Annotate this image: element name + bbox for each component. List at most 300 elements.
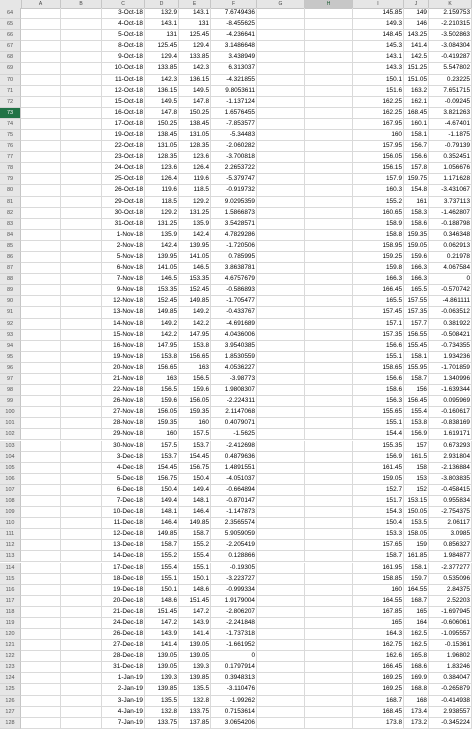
row-header[interactable]: 86 — [0, 252, 21, 263]
cell-d[interactable]: 132.8 — [145, 707, 179, 718]
cell-f[interactable]: -3.98773 — [211, 374, 257, 385]
cell-k[interactable]: 2.938557 — [429, 707, 472, 718]
cell-b[interactable] — [61, 163, 102, 174]
cell-d[interactable]: 142.2 — [145, 330, 179, 341]
cell-c[interactable]: 19-Dec-18 — [102, 585, 145, 596]
row-header[interactable]: 90 — [0, 296, 21, 307]
cell-f[interactable]: -2.060282 — [211, 141, 257, 152]
cell-c[interactable]: 5-Dec-18 — [102, 474, 145, 485]
cell-d[interactable]: 163 — [145, 374, 179, 385]
cell-i[interactable]: 150.4 — [353, 518, 404, 529]
cell-f[interactable]: 3.8638781 — [211, 263, 257, 274]
cell-g[interactable] — [257, 374, 305, 385]
cell-c[interactable]: 24-Dec-18 — [102, 618, 145, 629]
cell-g[interactable] — [257, 563, 305, 574]
cell-d[interactable]: 147.95 — [145, 341, 179, 352]
cell-a[interactable] — [21, 563, 61, 574]
cell-h[interactable] — [305, 718, 353, 729]
cell-h[interactable] — [305, 108, 353, 119]
cell-a[interactable] — [21, 75, 61, 86]
cell-e[interactable]: 147.8 — [179, 97, 211, 108]
cell-a[interactable] — [21, 174, 61, 185]
cell-b[interactable] — [61, 607, 102, 618]
cell-e[interactable]: 153.8 — [179, 341, 211, 352]
cell-g[interactable] — [257, 230, 305, 241]
cell-j[interactable]: 161.5 — [404, 452, 429, 463]
cell-k[interactable]: -4.67401 — [429, 119, 472, 130]
cell-b[interactable] — [61, 529, 102, 540]
cell-g[interactable] — [257, 485, 305, 496]
cell-f[interactable]: 2.1147068 — [211, 407, 257, 418]
row-header[interactable]: 121 — [0, 640, 21, 651]
cell-d[interactable]: 150.4 — [145, 485, 179, 496]
cell-i[interactable]: 148.45 — [353, 30, 404, 41]
row-header[interactable]: 106 — [0, 474, 21, 485]
cell-g[interactable] — [257, 463, 305, 474]
column-header-h[interactable]: H — [305, 0, 353, 8]
cell-h[interactable] — [305, 629, 353, 640]
cell-h[interactable] — [305, 152, 353, 163]
row-header[interactable]: 120 — [0, 629, 21, 640]
cell-d[interactable]: 132.9 — [145, 8, 179, 19]
cell-e[interactable]: 152.45 — [179, 285, 211, 296]
cell-k[interactable]: -1.701859 — [429, 363, 472, 374]
cell-k[interactable]: 0.352451 — [429, 152, 472, 163]
cell-c[interactable]: 3-Jan-19 — [102, 696, 145, 707]
cell-d[interactable]: 148.1 — [145, 507, 179, 518]
cell-c[interactable]: 5-Nov-18 — [102, 252, 145, 263]
row-header[interactable]: 87 — [0, 263, 21, 274]
cell-h[interactable] — [305, 574, 353, 585]
cell-d[interactable]: 135.9 — [145, 230, 179, 241]
cell-g[interactable] — [257, 130, 305, 141]
cell-d[interactable]: 133.75 — [145, 718, 179, 729]
row-header[interactable]: 77 — [0, 152, 21, 163]
cell-b[interactable] — [61, 707, 102, 718]
cell-f[interactable]: 1.5866873 — [211, 208, 257, 219]
cell-g[interactable] — [257, 108, 305, 119]
cell-k[interactable]: -2.377277 — [429, 563, 472, 574]
cell-e[interactable]: 155.2 — [179, 540, 211, 551]
cell-j[interactable]: 160.1 — [404, 119, 429, 130]
cell-b[interactable] — [61, 208, 102, 219]
cell-j[interactable]: 157.7 — [404, 319, 429, 330]
cell-g[interactable] — [257, 319, 305, 330]
cell-c[interactable]: 14-Nov-18 — [102, 319, 145, 330]
cell-h[interactable] — [305, 230, 353, 241]
cell-e[interactable]: 154.45 — [179, 452, 211, 463]
cell-g[interactable] — [257, 407, 305, 418]
cell-i[interactable]: 158.9 — [353, 219, 404, 230]
row-header[interactable]: 105 — [0, 463, 21, 474]
cell-g[interactable] — [257, 241, 305, 252]
cell-j[interactable]: 153 — [404, 474, 429, 485]
row-header[interactable]: 68 — [0, 52, 21, 63]
cell-h[interactable] — [305, 496, 353, 507]
cell-f[interactable]: 3.438949 — [211, 52, 257, 63]
column-header-b[interactable]: B — [61, 0, 102, 8]
cell-a[interactable] — [21, 696, 61, 707]
cell-d[interactable]: 125.45 — [145, 41, 179, 52]
cell-c[interactable]: 2-Nov-18 — [102, 241, 145, 252]
cell-h[interactable] — [305, 618, 353, 629]
cell-c[interactable]: 14-Dec-18 — [102, 551, 145, 562]
cell-j[interactable]: 157 — [404, 441, 429, 452]
column-header-k[interactable]: K — [429, 0, 472, 8]
row-header[interactable]: 75 — [0, 130, 21, 141]
cell-d[interactable]: 131.05 — [145, 141, 179, 152]
cell-j[interactable]: 157.8 — [404, 163, 429, 174]
cell-k[interactable]: 1.340996 — [429, 374, 472, 385]
cell-k[interactable]: -0.79139 — [429, 141, 472, 152]
cell-a[interactable] — [21, 607, 61, 618]
cell-c[interactable]: 7-Nov-18 — [102, 274, 145, 285]
cell-d[interactable]: 148.6 — [145, 596, 179, 607]
cell-e[interactable]: 143.9 — [179, 618, 211, 629]
row-header[interactable]: 76 — [0, 141, 21, 152]
cell-c[interactable]: 17-Oct-18 — [102, 119, 145, 130]
cell-d[interactable]: 129.2 — [145, 208, 179, 219]
cell-j[interactable]: 158.1 — [404, 130, 429, 141]
cell-a[interactable] — [21, 119, 61, 130]
cell-k[interactable]: 0.346348 — [429, 230, 472, 241]
cell-h[interactable] — [305, 441, 353, 452]
row-header[interactable]: 111 — [0, 529, 21, 540]
cell-i[interactable]: 157.35 — [353, 330, 404, 341]
cell-c[interactable]: 6-Nov-18 — [102, 263, 145, 274]
row-header[interactable]: 126 — [0, 696, 21, 707]
cell-j[interactable]: 152 — [404, 485, 429, 496]
row-header[interactable]: 80 — [0, 185, 21, 196]
cell-k[interactable]: -3.431067 — [429, 185, 472, 196]
cell-j[interactable]: 155.45 — [404, 341, 429, 352]
cell-g[interactable] — [257, 330, 305, 341]
cell-i[interactable]: 166.45 — [353, 662, 404, 673]
cell-e[interactable]: 148.1 — [179, 496, 211, 507]
cell-j[interactable]: 166.3 — [404, 274, 429, 285]
cell-c[interactable]: 31-Dec-18 — [102, 662, 145, 673]
cell-h[interactable] — [305, 551, 353, 562]
cell-g[interactable] — [257, 41, 305, 52]
cell-c[interactable]: 15-Oct-18 — [102, 97, 145, 108]
cell-j[interactable]: 164 — [404, 618, 429, 629]
cell-f[interactable]: -0.999334 — [211, 585, 257, 596]
cell-k[interactable]: 2.159753 — [429, 8, 472, 19]
cell-d[interactable]: 150.25 — [145, 119, 179, 130]
row-header[interactable]: 122 — [0, 651, 21, 662]
cell-h[interactable] — [305, 8, 353, 19]
cell-b[interactable] — [61, 341, 102, 352]
cell-f[interactable]: -2.412698 — [211, 441, 257, 452]
cell-i[interactable]: 168.7 — [353, 696, 404, 707]
cell-i[interactable]: 158.95 — [353, 241, 404, 252]
cell-k[interactable]: -0.570742 — [429, 285, 472, 296]
column-header-f[interactable]: F — [211, 0, 257, 8]
row-header[interactable]: 72 — [0, 97, 21, 108]
cell-b[interactable] — [61, 219, 102, 230]
column-header-a[interactable]: A — [21, 0, 61, 8]
cell-f[interactable]: -1.720506 — [211, 241, 257, 252]
cell-j[interactable]: 165.5 — [404, 285, 429, 296]
cell-e[interactable]: 159.35 — [179, 407, 211, 418]
cell-c[interactable]: 20-Nov-18 — [102, 363, 145, 374]
row-header[interactable]: 102 — [0, 429, 21, 440]
cell-e[interactable]: 125.45 — [179, 30, 211, 41]
cell-c[interactable]: 12-Nov-18 — [102, 296, 145, 307]
cell-f[interactable]: 3.5428571 — [211, 219, 257, 230]
cell-d[interactable]: 141.4 — [145, 640, 179, 651]
cell-f[interactable]: -0.433767 — [211, 307, 257, 318]
cell-b[interactable] — [61, 296, 102, 307]
cell-f[interactable]: 3.0654206 — [211, 718, 257, 729]
cell-a[interactable] — [21, 551, 61, 562]
cell-e[interactable]: 143.1 — [179, 8, 211, 19]
cell-a[interactable] — [21, 185, 61, 196]
cell-j[interactable]: 156.7 — [404, 141, 429, 152]
cell-h[interactable] — [305, 141, 353, 152]
cell-e[interactable]: 149.2 — [179, 307, 211, 318]
cell-k[interactable]: 3.737113 — [429, 197, 472, 208]
cell-k[interactable]: 1.619171 — [429, 429, 472, 440]
cell-h[interactable] — [305, 86, 353, 97]
cell-k[interactable]: 1.984877 — [429, 551, 472, 562]
cell-d[interactable]: 146.5 — [145, 274, 179, 285]
cell-i[interactable]: 167.85 — [353, 607, 404, 618]
cell-c[interactable]: 21-Dec-18 — [102, 607, 145, 618]
cell-e[interactable]: 155.1 — [179, 563, 211, 574]
cell-c[interactable]: 15-Nov-18 — [102, 330, 145, 341]
cell-k[interactable]: 7.651715 — [429, 86, 472, 97]
cell-h[interactable] — [305, 529, 353, 540]
cell-h[interactable] — [305, 662, 353, 673]
cell-e[interactable]: 150.1 — [179, 574, 211, 585]
cell-b[interactable] — [61, 407, 102, 418]
cell-h[interactable] — [305, 607, 353, 618]
cell-c[interactable]: 5-Oct-18 — [102, 30, 145, 41]
cell-d[interactable]: 151.45 — [145, 607, 179, 618]
cell-e[interactable]: 142.3 — [179, 63, 211, 74]
row-header[interactable]: 74 — [0, 119, 21, 130]
cell-c[interactable]: 29-Nov-18 — [102, 429, 145, 440]
cell-i[interactable]: 155.65 — [353, 407, 404, 418]
cell-i[interactable]: 157.45 — [353, 307, 404, 318]
cell-f[interactable]: 3.9540385 — [211, 341, 257, 352]
row-header[interactable]: 94 — [0, 341, 21, 352]
cell-e[interactable]: 146.5 — [179, 263, 211, 274]
row-header[interactable]: 114 — [0, 563, 21, 574]
cell-i[interactable]: 154.4 — [353, 429, 404, 440]
cell-g[interactable] — [257, 474, 305, 485]
cell-f[interactable]: -2.241848 — [211, 618, 257, 629]
cell-e[interactable]: 163 — [179, 363, 211, 374]
cell-f[interactable]: -5.34483 — [211, 130, 257, 141]
cell-k[interactable]: 4.067584 — [429, 263, 472, 274]
cell-f[interactable]: 2.3565574 — [211, 518, 257, 529]
cell-b[interactable] — [61, 474, 102, 485]
cell-a[interactable] — [21, 540, 61, 551]
cell-e[interactable]: 139.05 — [179, 640, 211, 651]
cell-i[interactable]: 143.1 — [353, 52, 404, 63]
cell-i[interactable]: 156.6 — [353, 341, 404, 352]
cell-b[interactable] — [61, 574, 102, 585]
cell-i[interactable]: 162.25 — [353, 97, 404, 108]
cell-f[interactable]: 3.1486648 — [211, 41, 257, 52]
cell-e[interactable]: 135.9 — [179, 219, 211, 230]
cell-i[interactable]: 156.6 — [353, 374, 404, 385]
cell-e[interactable]: 151.45 — [179, 596, 211, 607]
cell-k[interactable]: -1.1875 — [429, 130, 472, 141]
cell-a[interactable] — [21, 640, 61, 651]
cell-j[interactable]: 141.4 — [404, 41, 429, 52]
cell-g[interactable] — [257, 152, 305, 163]
row-header[interactable]: 104 — [0, 452, 21, 463]
cell-a[interactable] — [21, 8, 61, 19]
cell-e[interactable]: 158.7 — [179, 529, 211, 540]
row-header[interactable]: 112 — [0, 540, 21, 551]
cell-d[interactable]: 118.5 — [145, 197, 179, 208]
cell-c[interactable]: 10-Dec-18 — [102, 507, 145, 518]
cell-b[interactable] — [61, 8, 102, 19]
cell-j[interactable]: 143.25 — [404, 30, 429, 41]
cell-i[interactable]: 160 — [353, 585, 404, 596]
cell-a[interactable] — [21, 618, 61, 629]
cell-k[interactable]: -0.160617 — [429, 407, 472, 418]
cell-d[interactable]: 142.4 — [145, 241, 179, 252]
cell-d[interactable]: 139.85 — [145, 684, 179, 695]
cell-b[interactable] — [61, 197, 102, 208]
cell-k[interactable]: 1.171628 — [429, 174, 472, 185]
cell-f[interactable]: 9.8053611 — [211, 86, 257, 97]
cell-h[interactable] — [305, 185, 353, 196]
cell-e[interactable]: 131 — [179, 19, 211, 30]
row-header[interactable]: 83 — [0, 219, 21, 230]
cell-i[interactable]: 153.3 — [353, 529, 404, 540]
cell-d[interactable]: 141.05 — [145, 263, 179, 274]
cell-g[interactable] — [257, 418, 305, 429]
cell-j[interactable]: 168.8 — [404, 684, 429, 695]
cell-b[interactable] — [61, 75, 102, 86]
cell-e[interactable]: 156.5 — [179, 374, 211, 385]
cell-f[interactable]: 0.4079071 — [211, 418, 257, 429]
cell-a[interactable] — [21, 341, 61, 352]
cell-a[interactable] — [21, 374, 61, 385]
cell-d[interactable]: 157.5 — [145, 441, 179, 452]
cell-h[interactable] — [305, 174, 353, 185]
cell-e[interactable]: 133.75 — [179, 707, 211, 718]
cell-k[interactable]: -0.063512 — [429, 307, 472, 318]
cell-i[interactable]: 173.8 — [353, 718, 404, 729]
cell-d[interactable]: 149.4 — [145, 496, 179, 507]
cell-f[interactable]: -0.870147 — [211, 496, 257, 507]
cell-j[interactable]: 164.55 — [404, 585, 429, 596]
cell-j[interactable]: 159.05 — [404, 241, 429, 252]
cell-j[interactable]: 156.55 — [404, 330, 429, 341]
cell-f[interactable]: -1.137124 — [211, 97, 257, 108]
cell-c[interactable]: 9-Nov-18 — [102, 285, 145, 296]
cell-g[interactable] — [257, 52, 305, 63]
cell-g[interactable] — [257, 141, 305, 152]
row-header[interactable]: 70 — [0, 75, 21, 86]
row-header[interactable]: 91 — [0, 307, 21, 318]
cell-g[interactable] — [257, 263, 305, 274]
cell-d[interactable]: 150.1 — [145, 585, 179, 596]
cell-e[interactable]: 157.5 — [179, 429, 211, 440]
cell-a[interactable] — [21, 296, 61, 307]
cell-d[interactable]: 128.35 — [145, 152, 179, 163]
cell-e[interactable]: 149.5 — [179, 86, 211, 97]
cell-i[interactable]: 160.3 — [353, 185, 404, 196]
cell-g[interactable] — [257, 185, 305, 196]
row-header[interactable]: 100 — [0, 407, 21, 418]
cell-j[interactable]: 169.9 — [404, 673, 429, 684]
cell-d[interactable]: 149.85 — [145, 529, 179, 540]
cell-f[interactable]: 7.6749436 — [211, 8, 257, 19]
cell-k[interactable]: -2.754375 — [429, 507, 472, 518]
cell-g[interactable] — [257, 651, 305, 662]
cell-f[interactable]: 0.7153614 — [211, 707, 257, 718]
cell-h[interactable] — [305, 263, 353, 274]
cell-b[interactable] — [61, 152, 102, 163]
cell-b[interactable] — [61, 429, 102, 440]
cell-g[interactable] — [257, 197, 305, 208]
cell-k[interactable]: 1.934236 — [429, 352, 472, 363]
cell-f[interactable]: 5.9059059 — [211, 529, 257, 540]
cell-f[interactable]: 1.9808307 — [211, 385, 257, 396]
cell-j[interactable]: 168 — [404, 696, 429, 707]
cell-j[interactable]: 161.85 — [404, 551, 429, 562]
cell-d[interactable]: 139.05 — [145, 651, 179, 662]
cell-j[interactable]: 156 — [404, 385, 429, 396]
cell-e[interactable]: 139.85 — [179, 673, 211, 684]
cell-g[interactable] — [257, 97, 305, 108]
cell-i[interactable]: 157.9 — [353, 174, 404, 185]
cell-b[interactable] — [61, 651, 102, 662]
cell-c[interactable]: 4-Dec-18 — [102, 463, 145, 474]
cell-c[interactable]: 21-Nov-18 — [102, 374, 145, 385]
cell-f[interactable]: -8.455625 — [211, 19, 257, 30]
cell-f[interactable]: 0 — [211, 651, 257, 662]
cell-k[interactable]: 2.931804 — [429, 452, 472, 463]
cell-b[interactable] — [61, 540, 102, 551]
cell-g[interactable] — [257, 529, 305, 540]
cell-i[interactable]: 165 — [353, 618, 404, 629]
cell-e[interactable]: 128.35 — [179, 141, 211, 152]
cell-h[interactable] — [305, 463, 353, 474]
cell-d[interactable]: 153.8 — [145, 352, 179, 363]
cell-a[interactable] — [21, 485, 61, 496]
cell-f[interactable]: 0.4879636 — [211, 452, 257, 463]
cell-a[interactable] — [21, 241, 61, 252]
cell-a[interactable] — [21, 141, 61, 152]
cell-j[interactable]: 158.1 — [404, 352, 429, 363]
cell-j[interactable]: 173.4 — [404, 707, 429, 718]
cell-i[interactable]: 158.6 — [353, 385, 404, 396]
cell-c[interactable]: 19-Oct-18 — [102, 130, 145, 141]
cell-d[interactable]: 153.35 — [145, 285, 179, 296]
cell-h[interactable] — [305, 219, 353, 230]
cell-g[interactable] — [257, 307, 305, 318]
row-header[interactable]: 123 — [0, 662, 21, 673]
cell-a[interactable] — [21, 707, 61, 718]
cell-g[interactable] — [257, 673, 305, 684]
cell-g[interactable] — [257, 208, 305, 219]
cell-i[interactable]: 156.3 — [353, 396, 404, 407]
cell-j[interactable]: 154.8 — [404, 185, 429, 196]
cell-h[interactable] — [305, 296, 353, 307]
cell-e[interactable]: 146.4 — [179, 507, 211, 518]
cell-d[interactable]: 135.5 — [145, 696, 179, 707]
cell-g[interactable] — [257, 385, 305, 396]
